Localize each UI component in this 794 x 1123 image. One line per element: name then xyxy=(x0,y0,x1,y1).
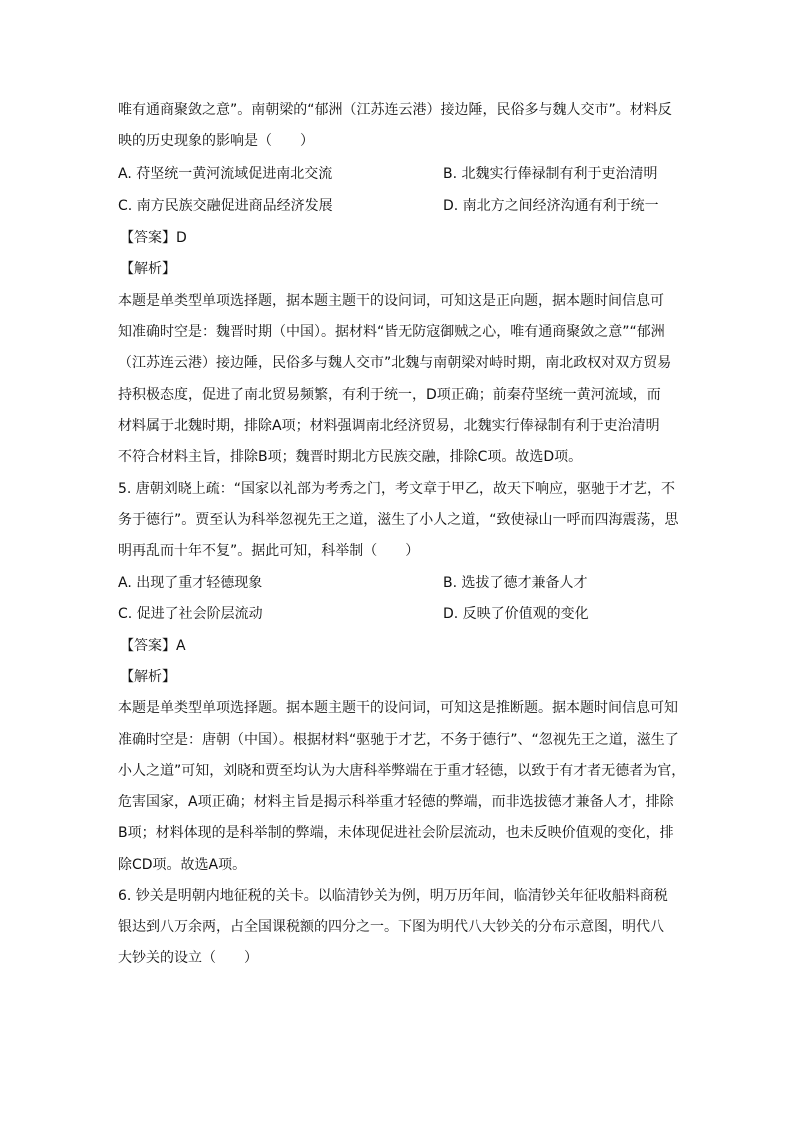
q4-analysis-line-5: 材料属于北魏时期，排除A项；材料强调南北经济贸易，北魏实行俸禄制有利于吏治清明 xyxy=(118,418,660,434)
q6-stem-line-3: 大钞关的设立（ ） xyxy=(118,950,258,966)
q4-option-a: A. 苻坚统一黄河流域促进南北交流 xyxy=(118,166,333,182)
q5-analysis-line-5: B项；材料体现的是科举制的弊端，未体现促进社会阶层流动，也未反映价值观的变化，排 xyxy=(118,825,674,841)
q5-analysis-label: 【解析】 xyxy=(120,669,176,685)
q5-option-a: A. 出现了重才轻德现象 xyxy=(118,575,263,591)
q4-option-b: B. 北魏实行俸禄制有利于吏治清明 xyxy=(443,166,658,182)
q4-stem-line-1: 唯有通商聚敛之意”。南朝梁的“郁洲（江苏连云港）接边陲，民俗多与魏人交市”。材料反 xyxy=(118,102,672,118)
q5-stem-line-1: 5. 唐朝刘晓上疏：“国家以礼部为考秀之门，考文章于甲乙，故天下响应，驱驰于才艺，不 xyxy=(118,481,676,497)
q5-option-b: B. 选拔了德才兼备人才 xyxy=(443,575,588,591)
q4-analysis-label: 【解析】 xyxy=(120,261,176,277)
q6-stem-line-1: 6. 钞关是明朝内地征税的关卡。以临清钞关为例，明万历年间，临清钞关年征收船料商税 xyxy=(118,888,668,904)
q5-option-c: C. 促进了社会阶层流动 xyxy=(118,606,263,622)
q5-answer: 【答案】A xyxy=(120,638,186,654)
q4-option-d: D. 南北方之间经济沟通有利于统一 xyxy=(443,198,659,214)
q4-answer: 【答案】D xyxy=(120,230,187,246)
q5-analysis-line-6: 除CD项。故选A项。 xyxy=(118,857,247,873)
q4-analysis-line-3: （江苏连云港）接边陲，民俗多与魏人交市”北魏与南朝梁对峙时期，南北政权对双方贸易 xyxy=(118,355,672,371)
q4-stem-line-2: 映的历史现象的影响是（ ） xyxy=(118,133,314,149)
q5-analysis-line-4: 危害国家，A项正确；材料主旨是揭示科举重才轻德的弊端，而非选拔德才兼备人才，排除 xyxy=(118,794,674,810)
q4-option-c: C. 南方民族交融促进商品经济发展 xyxy=(118,198,333,214)
q4-analysis-line-2: 知准确时空是：魏晋时期（中国）。据材料“皆无防寇御贼之心，唯有通商聚敛之意”“郁洲 xyxy=(118,324,665,340)
q4-analysis-line-4: 持积极态度，促进了南北贸易频繁，有利于统一，D项正确；前秦苻坚统一黄河流域，而 xyxy=(118,387,661,403)
q5-stem-line-3: 明再乱而十年不复”。据此可知，科举制（ ） xyxy=(118,543,420,559)
q5-stem-line-2: 务于德行”。贾至认为科举忽视先王之道，滋生了小人之道，“致使禄山一呼而四海震荡，思 xyxy=(118,512,679,528)
q4-analysis-line-1: 本题是单类型单项选择题，据本题主题干的设问词，可知这是正向题，据本题时间信息可 xyxy=(118,293,664,309)
q5-analysis-line-1: 本题是单类型单项选择题。据本题主题干的设问词，可知这是推断题。据本题时间信息可知 xyxy=(118,700,678,716)
q5-analysis-line-2: 准确时空是：唐朝（中国）。根据材料“驱驰于才艺，不务于德行”、“忽视先王之道，滋生了 xyxy=(118,732,679,748)
q5-option-d: D. 反映了价值观的变化 xyxy=(443,606,589,622)
q6-stem-line-2: 银达到八万余两，占全国课税额的四分之一。下图为明代八大钞关的分布示意图，明代八 xyxy=(118,919,664,935)
q5-analysis-line-3: 小人之道”可知，刘晓和贾至均认为大唐科举弊端在于重才轻德，以致于有才者无德者为官， xyxy=(118,763,686,779)
q4-analysis-line-6: 不符合材料主旨，排除B项；魏晋时期北方民族交融，排除C项。故选D项。 xyxy=(118,449,583,465)
